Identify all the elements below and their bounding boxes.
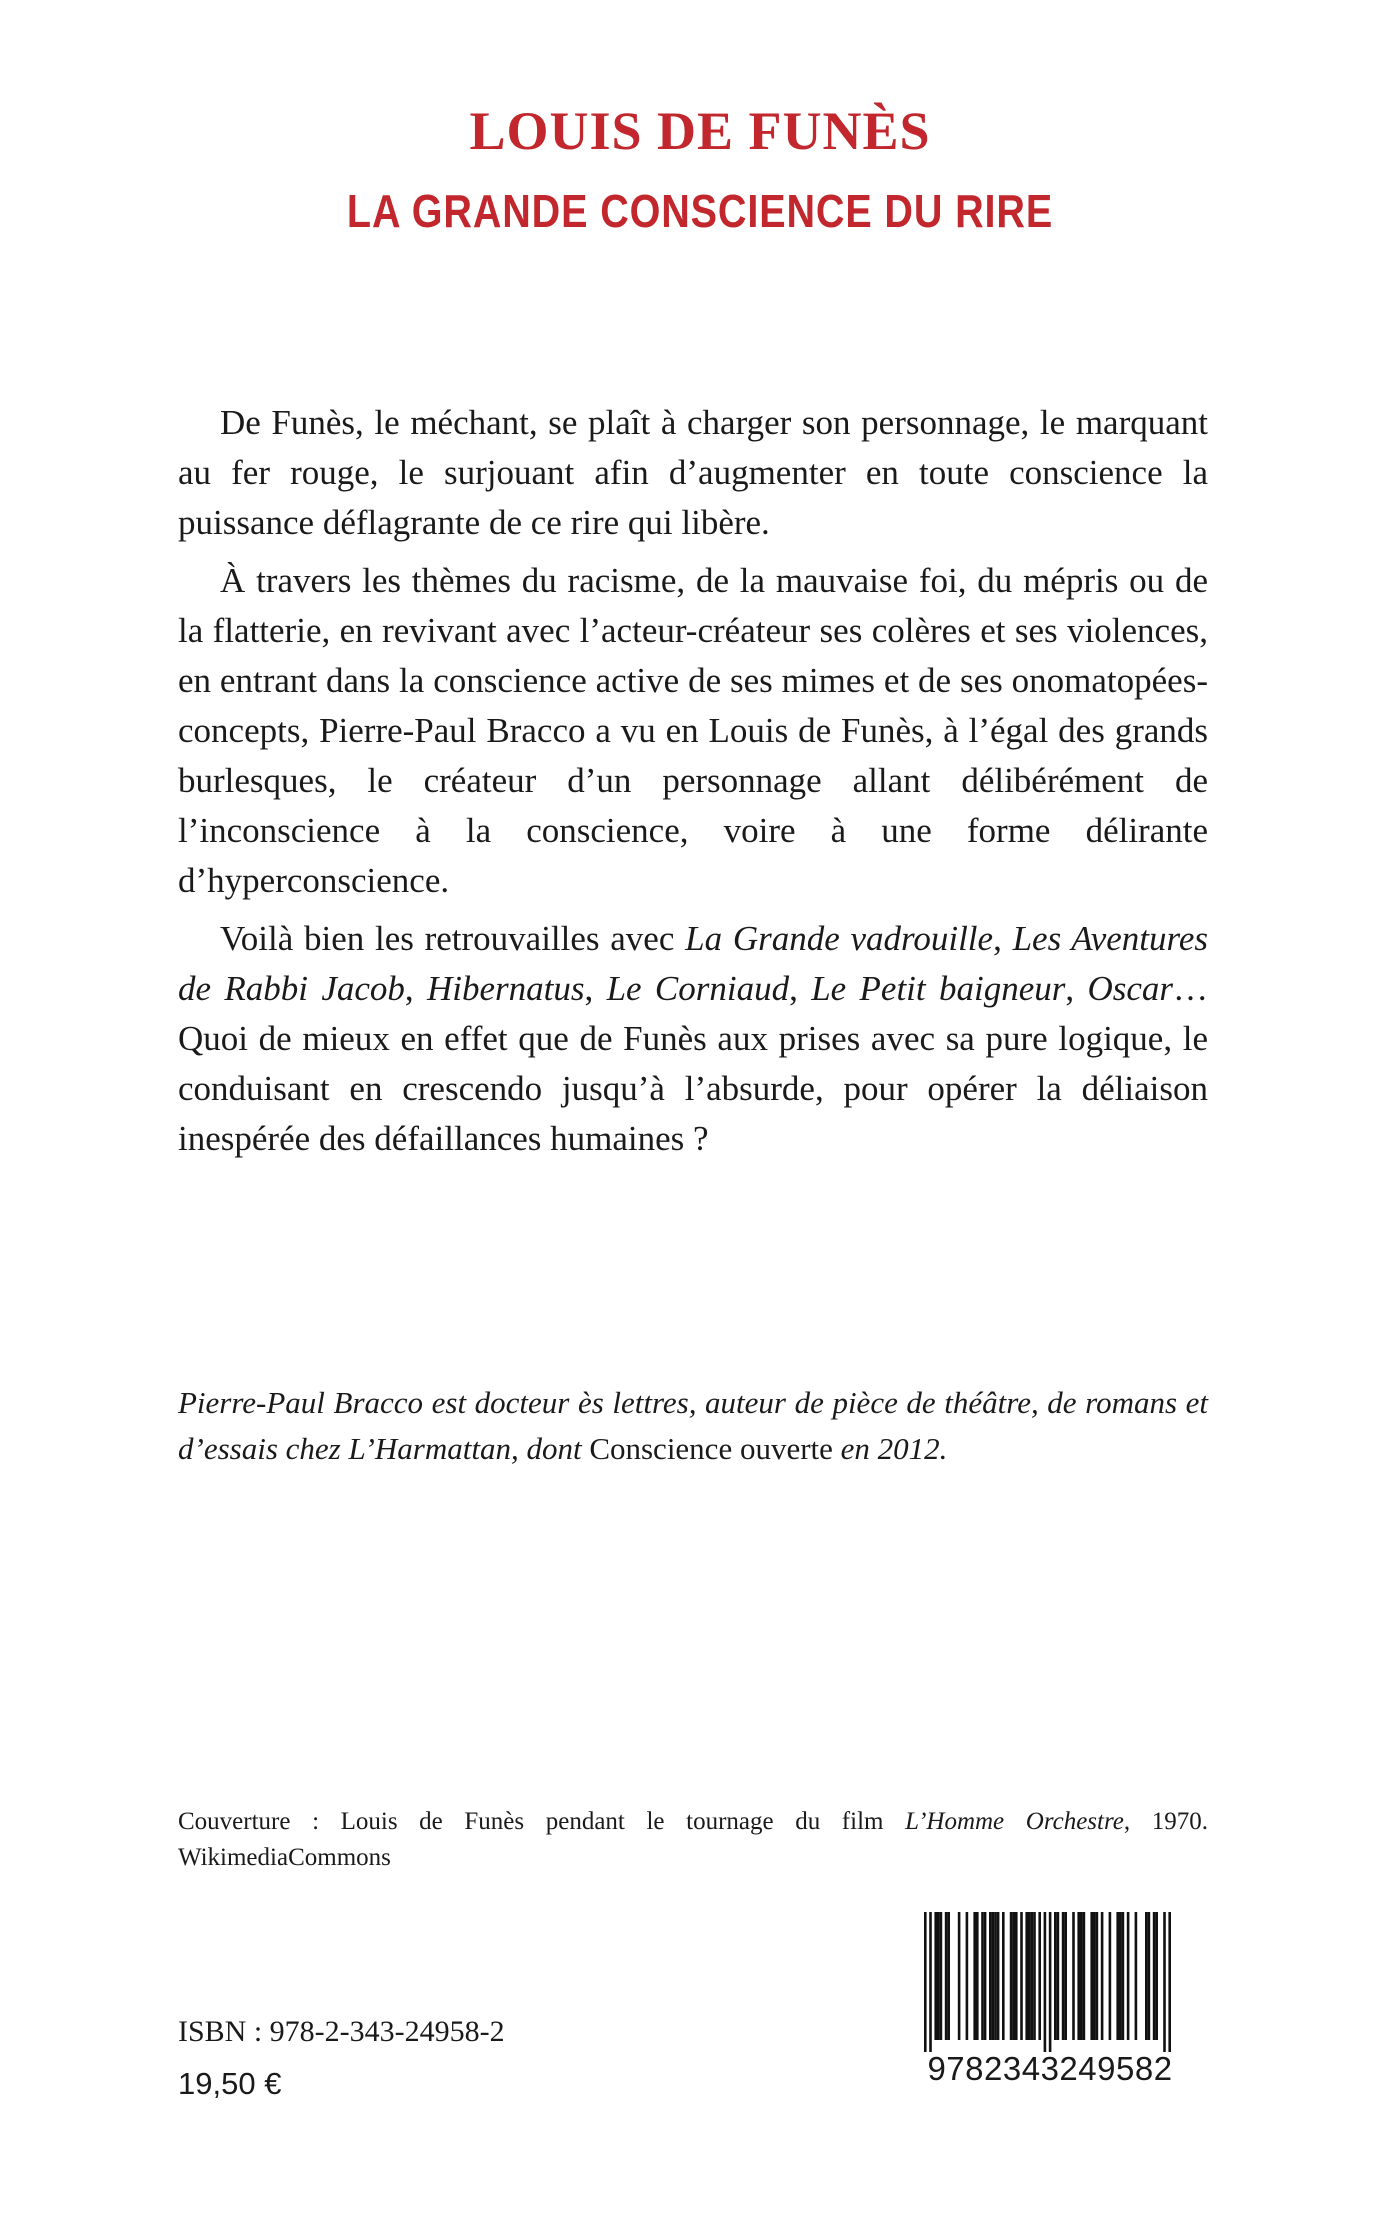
film-title: Les Aventures de Rabbi Jacob	[178, 919, 1209, 1008]
barcode-bar	[1145, 1912, 1148, 2040]
barcode-bar	[994, 1912, 997, 2040]
barcode-bar	[1168, 1912, 1171, 2052]
book-title: LOUIS DE FUNÈS	[469, 101, 931, 161]
barcode-bar	[1148, 1912, 1151, 2040]
author-bio	[178, 1380, 1208, 1472]
separator: ,	[789, 969, 812, 1008]
bio-lead: Pierre-Paul Bracco est docteur ès lettres, auteur de pièce de théâtre, de romans et d’essais chez L’Harmattan, dont	[178, 1385, 1208, 1466]
blurb-paragraph-3	[178, 914, 1208, 1164]
barcode-bar	[1031, 1912, 1034, 2040]
book-subtitle: LA GRANDE CONSCIENCE DU RIRE	[346, 185, 1054, 237]
barcode-bar	[947, 1912, 950, 2040]
bio-book-title: Conscience ouverte	[589, 1431, 833, 1466]
barcode-bar	[1033, 1912, 1036, 2040]
film-title: Le Corniaud	[606, 969, 790, 1008]
barcode-bar	[945, 1912, 948, 2040]
barcode-bar	[1109, 1912, 1112, 2040]
barcode-bar	[1163, 1912, 1166, 2052]
blurb-p3-tail: … Quoi de mieux en effet que de Funès aux prises avec sa pure logique, le conduisant en crescendo jusqu’à l’absurde, pour opérer la déliaison inespérée des défaillances humaines ?	[178, 969, 1209, 1158]
barcode-bar	[940, 1912, 943, 2040]
separator: ,	[404, 969, 427, 1008]
film-title: La Grande vadrouille	[685, 919, 994, 958]
blurb-paragraph-2: À travers les thèmes du racisme, de la mauvaise foi, du mépris ou de la flatterie, en revivant avec l’acteur-créateur ses colères et ses violences, en entrant dans la conscience active de ses mimes et de ses onomatopées-concepts, Pierre-Paul Bracco a vu en Louis de Funès, à l’égal des grands burlesques, le créateur d’un personnage allant délibérément de l’inconscience à la conscience, voire à une forme délirante d’hyperconscience.	[178, 561, 1208, 900]
barcode-bar	[1083, 1912, 1086, 2040]
credit-tail: , 1970. WikimediaCommons	[178, 1808, 1208, 1871]
barcode-bar	[1062, 1912, 1065, 2040]
cover-credit	[178, 1804, 1208, 1876]
blurb-paragraph-1: De Funès, le méchant, se plaît à charger son personnage, le marquant au fer rouge, le surjouant afin d’augmenter en toute conscience la puissance déflagrante de ce rire qui libère.	[178, 403, 1208, 542]
barcode-bar	[992, 1912, 995, 2040]
blurb-p3-lead: Voilà bien les retrouvailles avec	[220, 919, 686, 958]
price: 19,50 €	[178, 2066, 282, 2101]
barcode-bar	[958, 1912, 961, 2040]
credit-film-title: L’Homme Orchestre	[905, 1808, 1124, 1835]
credit-lead: Couverture : Louis de Funès pendant le tournage du film	[178, 1808, 906, 1835]
barcode-bar	[929, 1912, 932, 2052]
barcode-bar	[1093, 1912, 1096, 2040]
barcode-bar	[1122, 1912, 1125, 2040]
barcode-bar	[1096, 1912, 1099, 2040]
separator: ,	[1065, 969, 1088, 1008]
barcode-bar	[1049, 1912, 1052, 2052]
barcode-bar	[1116, 1912, 1119, 2040]
barcode-bar	[997, 1912, 1000, 2040]
barcode-bar	[1101, 1912, 1104, 2040]
barcode-bar	[989, 1912, 992, 2040]
barcode-bar	[934, 1912, 937, 2040]
barcode-bar	[1028, 1912, 1031, 2040]
barcode-bar	[1135, 1912, 1138, 2040]
barcode-digits: 9782343249582	[927, 2050, 1173, 2087]
barcode-bar	[924, 1912, 927, 2052]
bio-tail: en 2012.	[832, 1431, 948, 1466]
barcode-bar	[1153, 1912, 1156, 2040]
barcode-bar	[1010, 1912, 1013, 2040]
film-title: Hibernatus	[426, 969, 585, 1008]
barcode-bar	[1044, 1912, 1047, 2052]
barcode-bar	[1054, 1912, 1057, 2040]
barcode-bar	[973, 1912, 976, 2040]
barcode-bar	[1012, 1912, 1015, 2040]
barcode-bar	[1020, 1912, 1023, 2040]
isbn-number: ISBN : 978-2-343-24958-2	[178, 2015, 505, 2048]
barcode-bar	[1072, 1912, 1075, 2040]
barcode-bar	[984, 1912, 987, 2040]
barcode-bar	[937, 1912, 940, 2040]
barcode-bar	[1064, 1912, 1067, 2040]
barcode-bar	[1015, 1912, 1018, 2040]
separator: ,	[584, 969, 607, 1008]
barcode-bars	[900, 1912, 1200, 2052]
separator: ,	[993, 919, 1013, 958]
barcode-bar	[1002, 1912, 1005, 2040]
barcode-bar	[1090, 1912, 1093, 2040]
back-cover-blurb	[178, 398, 1208, 1164]
barcode-bar	[1077, 1912, 1080, 2040]
barcode-bar	[1057, 1912, 1060, 2040]
barcode-bar	[1127, 1912, 1130, 2040]
barcode-bar	[981, 1912, 984, 2040]
barcode-bar	[1038, 1912, 1041, 2040]
film-title: Oscar	[1087, 969, 1174, 1008]
barcode-bar	[976, 1912, 979, 2040]
barcode-bar	[1155, 1912, 1158, 2040]
barcode-bar	[966, 1912, 969, 2040]
barcode-bar	[1119, 1912, 1122, 2040]
barcode-bar	[1025, 1912, 1028, 2040]
barcode-bar	[1080, 1912, 1083, 2040]
film-title: Le Petit baigneur	[811, 969, 1066, 1008]
